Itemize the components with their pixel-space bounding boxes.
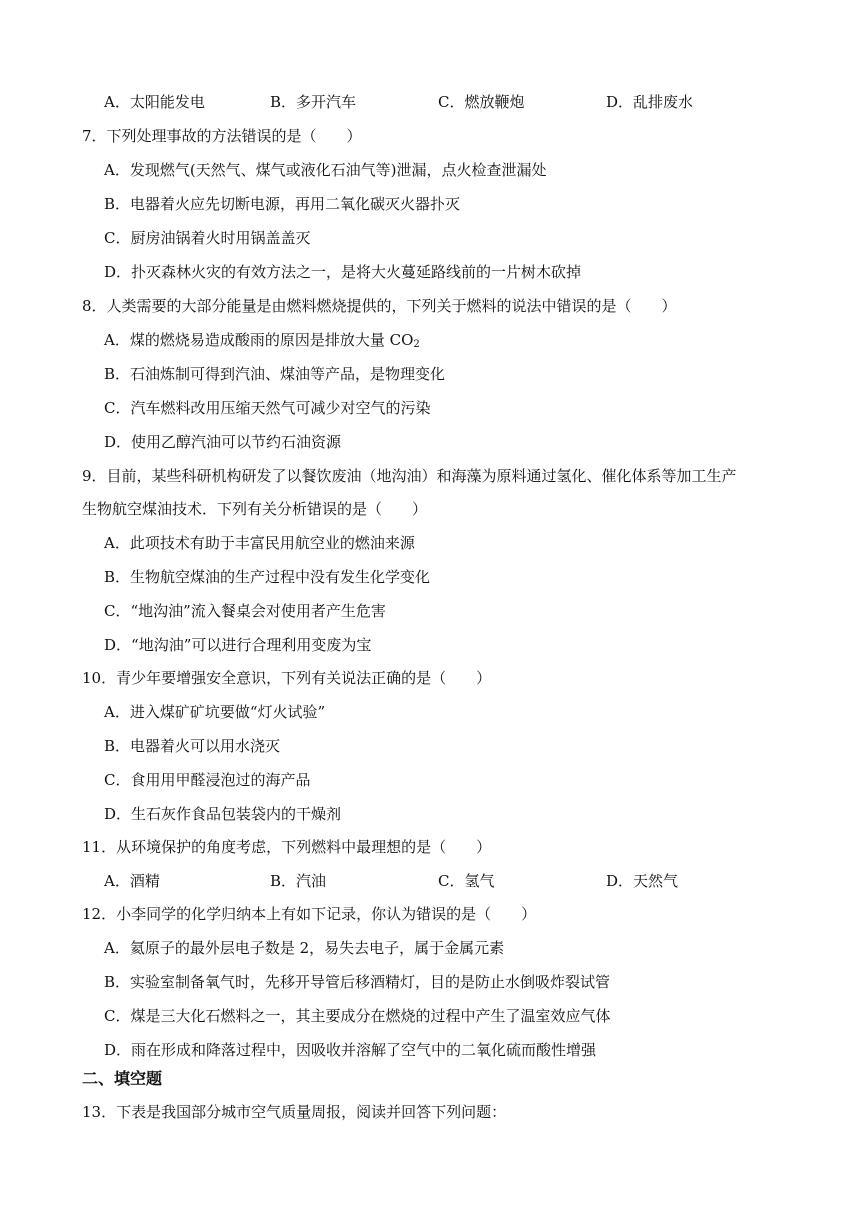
q12-option-b: B．实验室制备氧气时，先移开导管后移酒精灯，目的是防止水倒吸炸裂试管 <box>104 973 611 991</box>
q9-stem-line1: 9．目前，某些科研机构研发了以餐饮废油（地沟油）和海藻为原料通过氢化、催化体系等加工生产 <box>82 467 737 485</box>
q11-option-d: D．天然气 <box>606 872 679 890</box>
q8-stem: 8．人类需要的大部分能量是由燃料燃烧提供的，下列关于燃料的说法中错误的是（ ） <box>82 297 677 315</box>
q13-stem: 13．下表是我国部分城市空气质量周报，阅读并回答下列问题： <box>82 1103 507 1121</box>
q7-option-b: B．电器着火应先切断电源，再用二氧化碳灭火器扑灭 <box>104 195 461 213</box>
q12-option-d: D．雨在形成和降落过程中，因吸收并溶解了空气中的二氧化硫而酸性增强 <box>104 1041 597 1059</box>
q12-option-a: A．氦原子的最外层电子数是 2，易失去电子，属于金属元素 <box>104 939 505 957</box>
q6-option-d: D．乱排废水 <box>606 93 694 111</box>
q10-option-c: C．食用用甲醛浸泡过的海产品 <box>104 771 311 789</box>
q11-option-b: B．汽油 <box>270 872 327 890</box>
q11-option-a: A．酒精 <box>104 872 160 890</box>
section-heading-fill-in-blank: 二、填空题 <box>82 1069 163 1088</box>
q10-option-a: A．进入煤矿矿坑要做“灯火试验” <box>104 703 326 721</box>
q10-stem: 10．青少年要增强安全意识，下列有关说法正确的是（ ） <box>82 669 492 687</box>
q7-option-a: A．发现燃气(天然气、煤气或液化石油气等)泄漏，点火检查泄漏处 <box>104 161 547 179</box>
q10-option-d: D．生石灰作食品包装袋内的干燥剂 <box>104 805 342 823</box>
q6-option-c: C．燃放鞭炮 <box>438 93 525 111</box>
q6-option-b: B．多开汽车 <box>270 93 357 111</box>
q9-option-b: B．生物航空煤油的生产过程中没有发生化学变化 <box>104 568 431 586</box>
q8-option-c: C．汽车燃料改用压缩天然气可减少对空气的污染 <box>104 399 431 417</box>
q10-option-b: B．电器着火可以用水浇灭 <box>104 737 281 755</box>
q11-option-c: C．氢气 <box>438 872 495 890</box>
q8-option-b: B．石油炼制可得到汽油、煤油等产品，是物理变化 <box>104 365 446 383</box>
q7-stem: 7．下列处理事故的方法错误的是（ ） <box>82 127 362 145</box>
q9-option-c: C．“地沟油”流入餐桌会对使用者产生危害 <box>104 602 386 620</box>
q8-option-d: D．使用乙醇汽油可以节约石油资源 <box>104 433 342 451</box>
q8-option-a-subscript: 2 <box>413 339 420 350</box>
q8-option-a-text: A．煤的燃烧易造成酸雨的原因是排放大量 CO <box>104 331 414 349</box>
q12-stem: 12．小李同学的化学归纳本上有如下记录，你认为错误的是（ ） <box>82 905 537 923</box>
q6-option-a: A．太阳能发电 <box>104 93 205 111</box>
q9-option-a: A．此项技术有助于丰富民用航空业的燃油来源 <box>104 534 415 552</box>
q7-option-c: C．厨房油锅着火时用锅盖盖灭 <box>104 229 311 247</box>
q12-option-c: C．煤是三大化石燃料之一，其主要成分在燃烧的过程中产生了温室效应气体 <box>104 1007 611 1025</box>
q11-stem: 11．从环境保护的角度考虑，下列燃料中最理想的是（ ） <box>82 838 492 856</box>
q7-option-d: D．扑灭森林火灾的有效方法之一，是将大火蔓延路线前的一片树木砍掉 <box>104 263 582 281</box>
q9-option-d: D．“地沟油”可以进行合理利用变废为宝 <box>104 636 372 654</box>
q8-option-a <box>104 330 420 355</box>
q9-stem-line2: 生物航空煤油技术．下列有关分析错误的是（ ） <box>82 500 428 518</box>
